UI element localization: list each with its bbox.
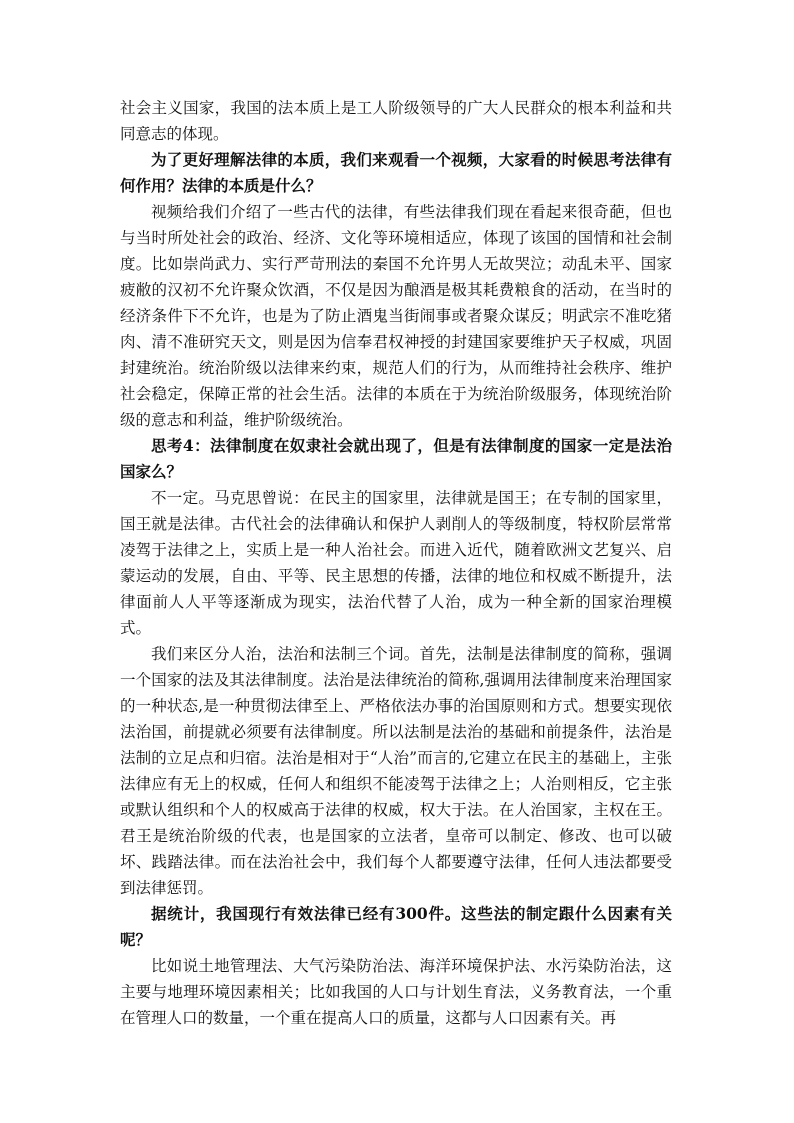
question-think-4: 思考4：法律制度在奴隶社会就出现了，但是有法律制度的国家一定是法治国家么？ — [120, 436, 672, 481]
question-video: 为了更好理解法律的本质，我们来观看一个视频，大家看的时候思考法律有何作用？法律的本质是什么？ — [120, 150, 672, 195]
paragraph-factors: 比如说土地管理法、大气污染防治法、海洋环境保护法、水污染防治法，这主要与地理环境因素相关；比如我国的人口与计划生育法，义务教育法，一个重在管理人口的数量，一个重在提高人口的质量，这都与人口因素有关。再 — [120, 957, 672, 1027]
question-statistics: 据统计，我国现行有效法律已经有300件。这些法的制定跟什么因素有关呢？ — [120, 904, 672, 949]
paragraph-think-4-answer: 不一定。马克思曾说：在民主的国家里，法律就是国王；在专制的国家里，国王就是法律。古代社会的法律确认和保护人剥削人的等级制度，特权阶层常常凌驾于法律之上，实质上是一种人治社会。而进入近代，随着欧洲文艺复兴、启蒙运动的发展，自由、平等、民主思想的传播，法律的地位和权威不断提升，法律面前人人平等逐渐成为现实，法治代替了人治，成为一种全新的国家治理模式。 — [120, 489, 672, 637]
paragraph-rule-distinction: 我们来区分人治，法治和法制三个词。首先，法制是法律制度的简称，强调一个国家的法及其法律制度。法治是法律统治的简称,强调用法律制度来治理国家的一种状态,是一种贯彻法律至上、严格依法办事的治国原则和方式。想要实现依法治国，前提就必须要有法律制度。所以法制是法治的基础和前提条件，法治是法制的立足点和归宿。法治是相对于“人治”而言的,它建立在民主的基础上，主张法律应有无上的权威，任何人和组织不能凌驾于法律之上；人治则相反，它主张或默认组织和个人的权威高于法律的权威，权大于法。在人治国家，主权在王。君王是统治阶级的代表，也是国家的立法者，皇帝可以制定、修改、也可以破坏、践踏法律。而在法治社会中，我们每个人都要遵守法律，任何人违法都要受到法律惩罚。 — [120, 645, 672, 897]
paragraph-video-answer: 视频给我们介绍了一些古代的法律，有些法律我们现在看起来很奇葩，但也与当时所处社会的政治、经济、文化等环境相适应，体现了该国的国情和社会制度。比如崇尚武力、实行严苛刑法的秦国不允许男人无故哭泣；动乱未平、国家疲敝的汉初不允许聚众饮酒，不仅是因为酿酒是极其耗费粮食的活动，在当时的经济条件下不允许，也是为了防止酒鬼当街闹事或者聚众谋反；明武宗不准吃猪肉、清不准研究天文，则是因为信奉君权神授的封建国家要维护天子权威，巩固封建统治。统治阶级以法律来约束，规范人们的行为，从而维持社会秩序、维护社会稳定，保障正常的社会生活。法律的本质在于为统治阶级服务，体现统治阶级的意志和利益，维护阶级统治。 — [120, 203, 672, 429]
paragraph-conclusion: 社会主义国家，我国的法本质上是工人阶级领导的广大人民群众的根本利益和共同意志的体现。 — [120, 99, 672, 143]
document-body — [120, 95, 672, 1031]
